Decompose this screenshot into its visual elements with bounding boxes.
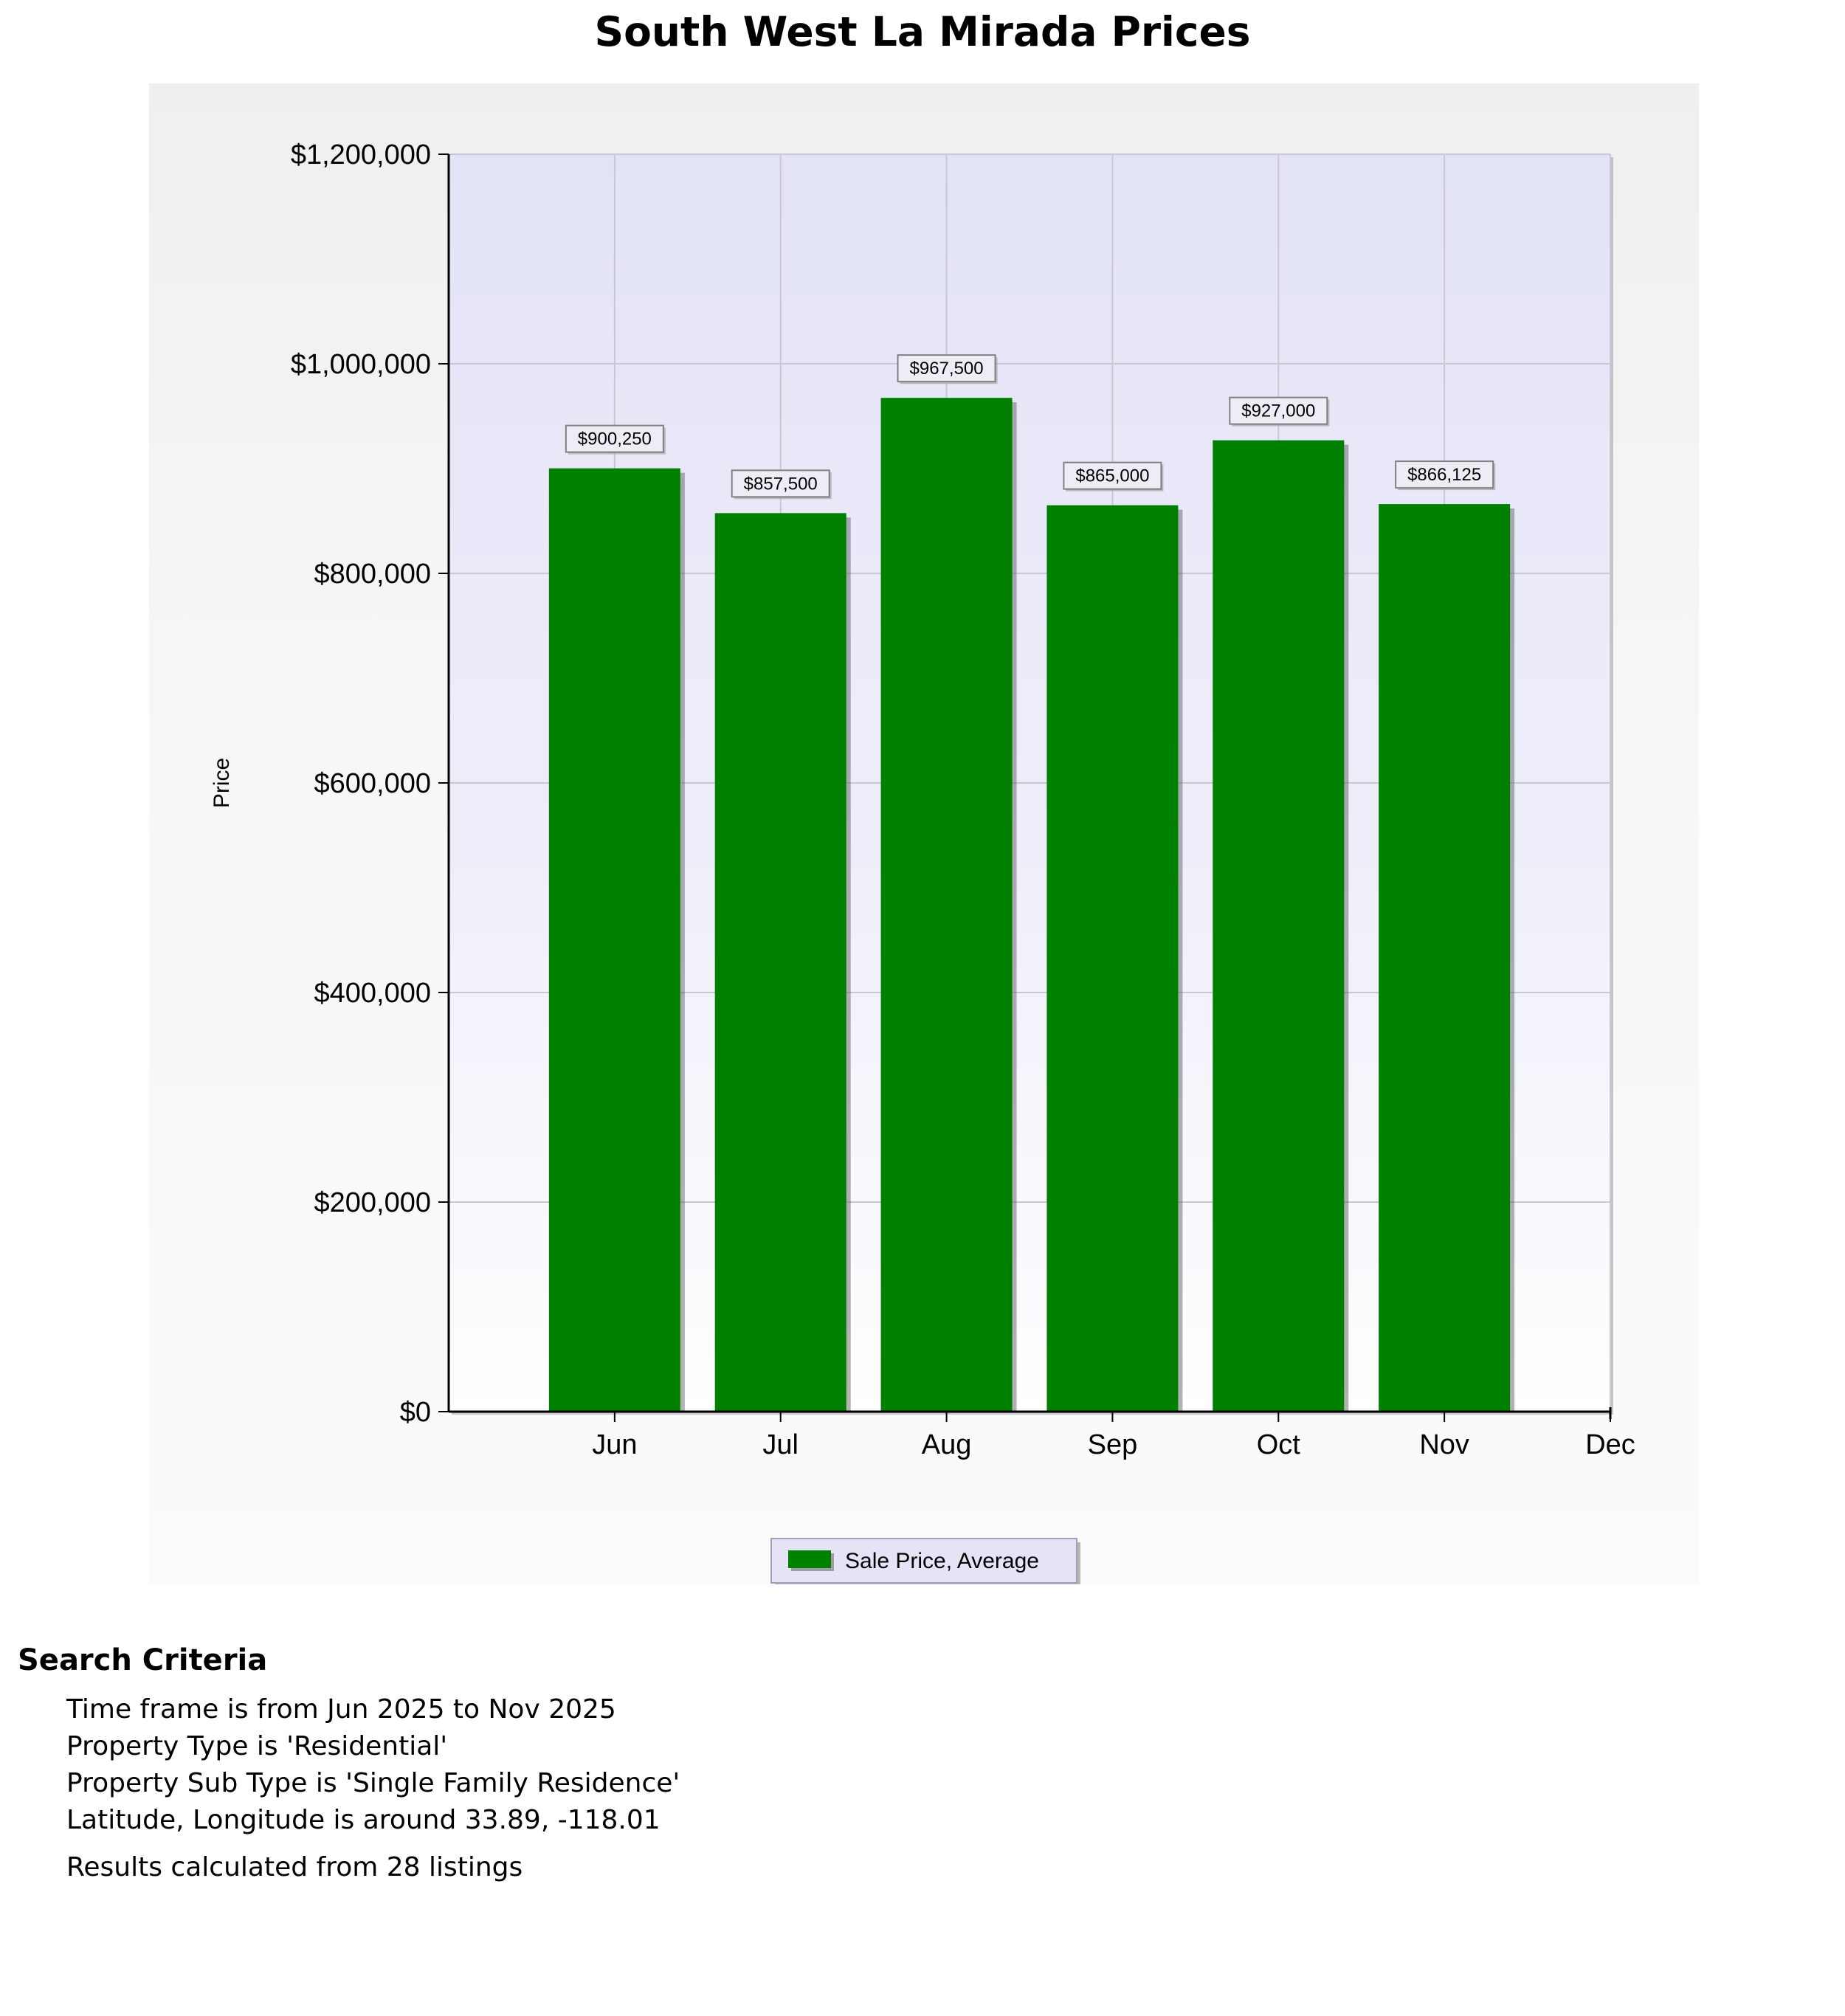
data-label-text: $967,500 <box>909 359 984 379</box>
x-tick-label: Jul <box>762 1429 799 1460</box>
x-tick-label: Aug <box>921 1429 972 1460</box>
data-label-text: $865,000 <box>1075 466 1150 486</box>
bar-oct <box>1213 441 1344 1412</box>
criteria-item: Property Type is 'Residential' <box>66 1731 448 1761</box>
criteria-item: Latitude, Longitude is around 33.89, -118.01 <box>66 1805 661 1835</box>
y-axis-title: Price <box>210 757 234 809</box>
data-label-text: $900,250 <box>577 429 652 449</box>
y-tick-label: $0 <box>399 1397 431 1428</box>
criteria-item: Property Sub Type is 'Single Family Residence' <box>66 1768 680 1798</box>
legend-box <box>771 1539 1080 1584</box>
legend <box>771 1539 1080 1584</box>
x-tick-label: Jun <box>592 1429 638 1460</box>
data-label-oct <box>1230 398 1329 427</box>
bar-sep <box>1046 505 1178 1412</box>
y-tick-labels <box>291 139 431 1428</box>
y-axis-title-group <box>210 758 234 808</box>
y-tick-label: $600,000 <box>314 768 431 799</box>
search-criteria-title: Search Criteria <box>18 1643 268 1677</box>
y-tick-label: $1,200,000 <box>290 139 431 170</box>
bar-aug <box>881 398 1013 1412</box>
y-tick-label: $200,000 <box>314 1187 431 1218</box>
bar-jul <box>715 513 846 1412</box>
data-label-nov <box>1396 461 1495 490</box>
x-tick-label: Oct <box>1256 1429 1300 1460</box>
y-tick-label: $1,000,000 <box>290 349 431 380</box>
data-label-text: $866,125 <box>1407 465 1482 486</box>
criteria-item: Time frame is from Jun 2025 to Nov 2025 <box>66 1694 616 1725</box>
data-label-sep <box>1063 463 1163 491</box>
bar-jun <box>549 469 680 1412</box>
page-title: South West La Mirada Prices <box>594 8 1251 55</box>
chart-panel <box>149 83 1699 1584</box>
data-label-jul <box>732 470 832 499</box>
search-criteria <box>18 1638 1789 1886</box>
data-label-text: $857,500 <box>743 474 818 494</box>
x-tick-label: Nov <box>1419 1429 1469 1460</box>
legend-label: Sale Price, Average <box>845 1549 1039 1573</box>
data-label-aug <box>898 355 998 384</box>
results-count: Results calculated from 28 listings <box>66 1852 523 1882</box>
bar-nov <box>1379 504 1510 1412</box>
data-label-text: $927,000 <box>1241 401 1316 421</box>
legend-swatch <box>788 1550 831 1568</box>
x-tick-labels <box>592 1429 1635 1460</box>
y-tick-label: $800,000 <box>314 559 431 590</box>
y-tick-label: $400,000 <box>314 978 431 1009</box>
data-label-jun <box>566 426 666 455</box>
criteria-list <box>66 1691 1789 1839</box>
x-tick-label: Sep <box>1087 1429 1138 1460</box>
bar-chart <box>149 83 1699 1584</box>
x-tick-label: Dec <box>1585 1429 1635 1460</box>
